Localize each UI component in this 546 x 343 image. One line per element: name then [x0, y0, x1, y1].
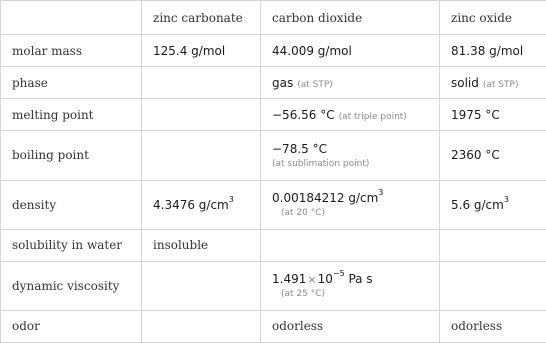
value-text: solid [451, 75, 479, 90]
mantissa: 1.491 [272, 272, 307, 287]
column-header-carbon-dioxide: carbon dioxide [261, 1, 440, 35]
cell-melting-point-zinc-carbonate [142, 99, 261, 131]
cell-density-carbon-dioxide [261, 180, 440, 229]
value-text: −56.56 °C [272, 107, 335, 122]
cell-phase-zinc-oxide [440, 67, 546, 99]
row-label-density: density [1, 180, 142, 229]
cell-solubility-carbon-dioxide [261, 229, 440, 261]
condition-note: (at STP) [482, 79, 519, 90]
condition-note: (at triple point) [338, 111, 407, 122]
cell-boiling-point-zinc-carbonate [142, 131, 261, 180]
row-melting-point [1, 99, 546, 131]
cell-boiling-point-zinc-oxide: 2360 °C [440, 131, 546, 180]
cell-boiling-point-carbon-dioxide [261, 131, 440, 180]
unit-exponent: 3 [378, 188, 384, 198]
value-text: 4.3476 g/cm [153, 197, 229, 212]
cell-viscosity-zinc-oxide [440, 261, 546, 310]
cell-phase-zinc-carbonate [142, 67, 261, 99]
cell-odor-carbon-dioxide: odorless [261, 310, 440, 342]
cell-melting-point-zinc-oxide: 1975 °C [440, 99, 546, 131]
row-label-phase: phase [1, 67, 142, 99]
column-header-zinc-oxide: zinc oxide [440, 1, 546, 35]
row-label-molar-mass: molar mass [1, 35, 142, 67]
column-header-zinc-carbonate: zinc carbonate [142, 1, 261, 35]
cell-viscosity-zinc-carbonate [142, 261, 261, 310]
condition-note: (at STP) [297, 79, 333, 90]
row-viscosity [1, 261, 546, 310]
unit-text: Pa s [344, 272, 373, 287]
row-label-boiling-point: boiling point [1, 131, 142, 180]
cell-odor-zinc-carbonate [142, 310, 261, 342]
row-label-solubility: solubility in water [1, 229, 142, 261]
cell-viscosity-carbon-dioxide [261, 261, 440, 310]
value-text: 0.00184212 g/cm [272, 191, 379, 206]
row-boiling-point [1, 131, 546, 180]
row-solubility [1, 229, 546, 261]
condition-note: (at sublimation point) [272, 158, 370, 169]
value-text: −78.5 °C [272, 141, 327, 156]
condition-note: (at 20 °C) [281, 208, 326, 219]
cell-phase-carbon-dioxide [261, 67, 440, 99]
row-label-odor: odor [1, 310, 142, 342]
cell-melting-point-carbon-dioxide [261, 99, 440, 131]
cell-density-zinc-oxide [440, 180, 546, 229]
value-text: 5.6 g/cm [451, 197, 504, 212]
cell-odor-zinc-oxide: odorless [440, 310, 546, 342]
power-base: 10 [317, 272, 333, 287]
unit-exponent: 3 [228, 194, 234, 204]
cell-density-zinc-carbonate [142, 180, 261, 229]
row-label-viscosity: dynamic viscosity [1, 261, 142, 310]
row-phase [1, 67, 546, 99]
times-sign: × [307, 273, 317, 287]
corner-cell [1, 1, 142, 35]
row-density [1, 180, 546, 229]
row-label-melting-point: melting point [1, 99, 142, 131]
power-exponent: −5 [332, 269, 345, 279]
cell-solubility-zinc-oxide [440, 229, 546, 261]
row-molar-mass [1, 35, 546, 67]
value-text: gas [272, 75, 294, 90]
cell-molar-mass-carbon-dioxide: 44.009 g/mol [261, 35, 440, 67]
cell-molar-mass-zinc-carbonate: 125.4 g/mol [142, 35, 261, 67]
cell-solubility-zinc-carbonate: insoluble [142, 229, 261, 261]
header-row [1, 1, 546, 35]
row-odor [1, 310, 546, 342]
unit-exponent: 3 [503, 194, 509, 204]
cell-molar-mass-zinc-oxide: 81.38 g/mol [440, 35, 546, 67]
condition-note: (at 25 °C) [281, 289, 326, 300]
